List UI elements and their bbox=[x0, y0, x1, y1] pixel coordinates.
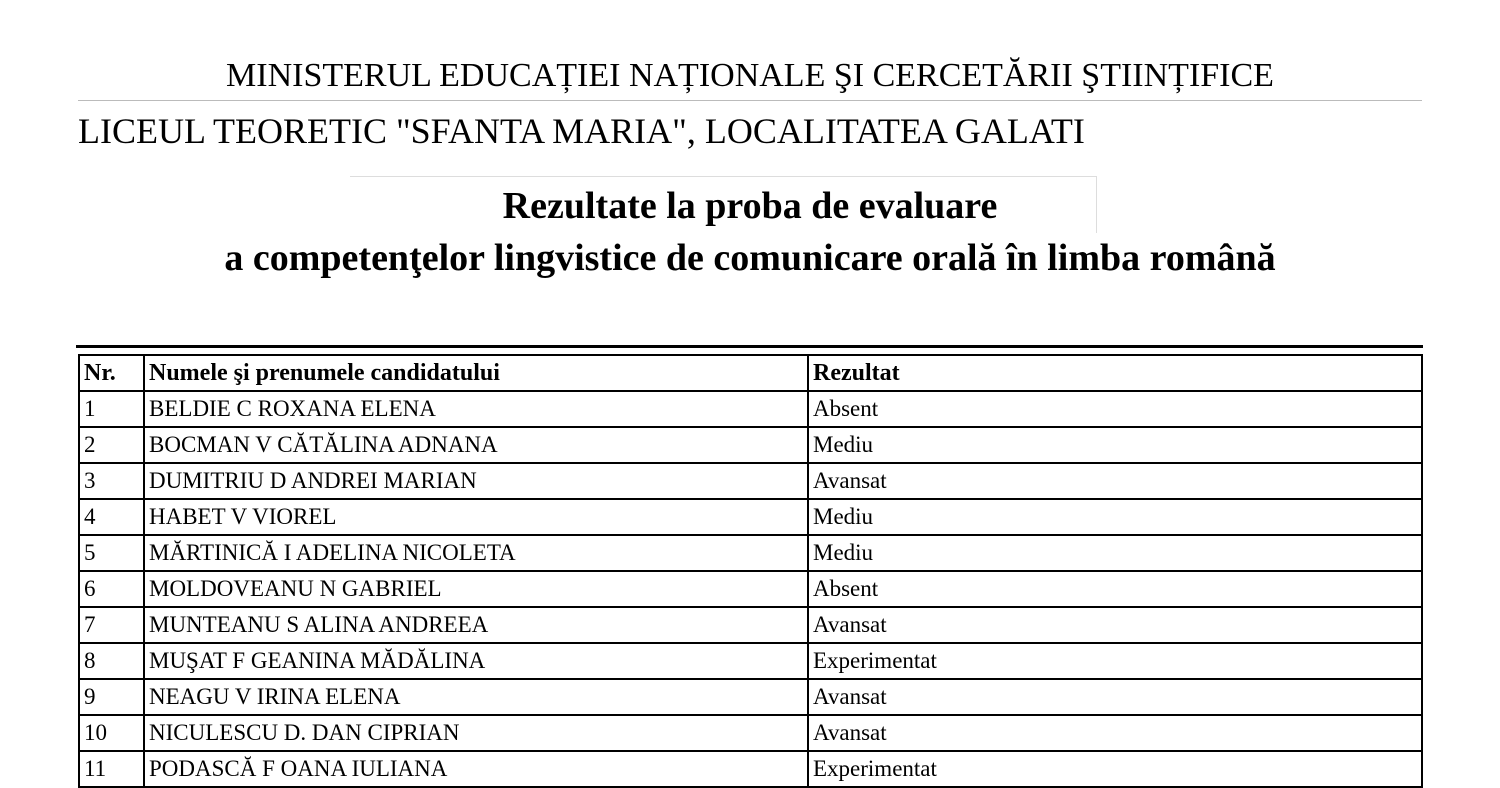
cell-result: Avansat bbox=[808, 715, 1422, 751]
cell-result: Absent bbox=[808, 571, 1422, 607]
table-header-row bbox=[79, 355, 1422, 391]
cell-result: Experimentat bbox=[808, 643, 1422, 679]
cell-nr: 2 bbox=[79, 427, 144, 463]
cell-nr: 3 bbox=[79, 463, 144, 499]
cell-result: Experimentat bbox=[808, 751, 1422, 787]
cell-candidate-name: HABET V VIOREL bbox=[144, 499, 808, 535]
document-title-line1: Rezultate la proba de evaluare bbox=[502, 185, 998, 227]
cell-candidate-name: DUMITRIU D ANDREI MARIAN bbox=[144, 463, 808, 499]
column-header-name: Numele şi prenumele candidatului bbox=[144, 355, 808, 391]
cell-nr: 5 bbox=[79, 535, 144, 571]
table-row bbox=[79, 751, 1422, 787]
table-row bbox=[79, 571, 1422, 607]
cell-result: Mediu bbox=[808, 427, 1422, 463]
cell-result: Mediu bbox=[808, 499, 1422, 535]
document-title-line2: a competenţelor lingvistice de comunicare orală în limba română bbox=[224, 237, 1276, 279]
cell-candidate-name: BELDIE C ROXANA ELENA bbox=[144, 391, 808, 427]
cell-candidate-name: BOCMAN V CĂTĂLINA ADNANA bbox=[144, 427, 808, 463]
table-row bbox=[79, 643, 1422, 679]
table-row bbox=[79, 463, 1422, 499]
cell-nr: 1 bbox=[79, 391, 144, 427]
cell-candidate-name: MĂRTINICĂ I ADELINA NICOLETA bbox=[144, 535, 808, 571]
ministry-heading: MINISTERUL EDUCAȚIEI NAȚIONALE ŞI CERCETĂRII ŞTIINȚIFICE bbox=[226, 57, 1274, 94]
cell-nr: 6 bbox=[79, 571, 144, 607]
cell-nr: 11 bbox=[79, 751, 144, 787]
cell-nr: 4 bbox=[79, 499, 144, 535]
column-header-result: Rezultat bbox=[808, 355, 1422, 391]
cell-candidate-name: NEAGU V IRINA ELENA bbox=[144, 679, 808, 715]
cell-nr: 9 bbox=[79, 679, 144, 715]
cell-result: Absent bbox=[808, 391, 1422, 427]
cell-nr: 8 bbox=[79, 643, 144, 679]
table-row bbox=[79, 427, 1422, 463]
table-row bbox=[79, 607, 1422, 643]
cell-candidate-name: MOLDOVEANU N GABRIEL bbox=[144, 571, 808, 607]
table-row bbox=[79, 679, 1422, 715]
school-heading: LICEUL TEORETIC "SFANTA MARIA", LOCALITATEA GALATI bbox=[78, 111, 1085, 151]
header-divider bbox=[78, 100, 1422, 101]
table-row bbox=[79, 391, 1422, 427]
cell-result: Mediu bbox=[808, 535, 1422, 571]
table-top-rule bbox=[76, 345, 1423, 348]
cell-candidate-name: MUŞAT F GEANINA MĂDĂLINA bbox=[144, 643, 808, 679]
cell-result: Avansat bbox=[808, 607, 1422, 643]
cell-result: Avansat bbox=[808, 463, 1422, 499]
cell-candidate-name: NICULESCU D. DAN CIPRIAN bbox=[144, 715, 808, 751]
cell-candidate-name: PODASCĂ F OANA IULIANA bbox=[144, 751, 808, 787]
cell-nr: 10 bbox=[79, 715, 144, 751]
cell-nr: 7 bbox=[79, 607, 144, 643]
table-row bbox=[79, 715, 1422, 751]
column-header-nr: Nr. bbox=[79, 355, 144, 391]
results-table bbox=[78, 354, 1423, 788]
table-row bbox=[79, 499, 1422, 535]
table-row bbox=[79, 535, 1422, 571]
cell-candidate-name: MUNTEANU S ALINA ANDREEA bbox=[144, 607, 808, 643]
cell-result: Avansat bbox=[808, 679, 1422, 715]
